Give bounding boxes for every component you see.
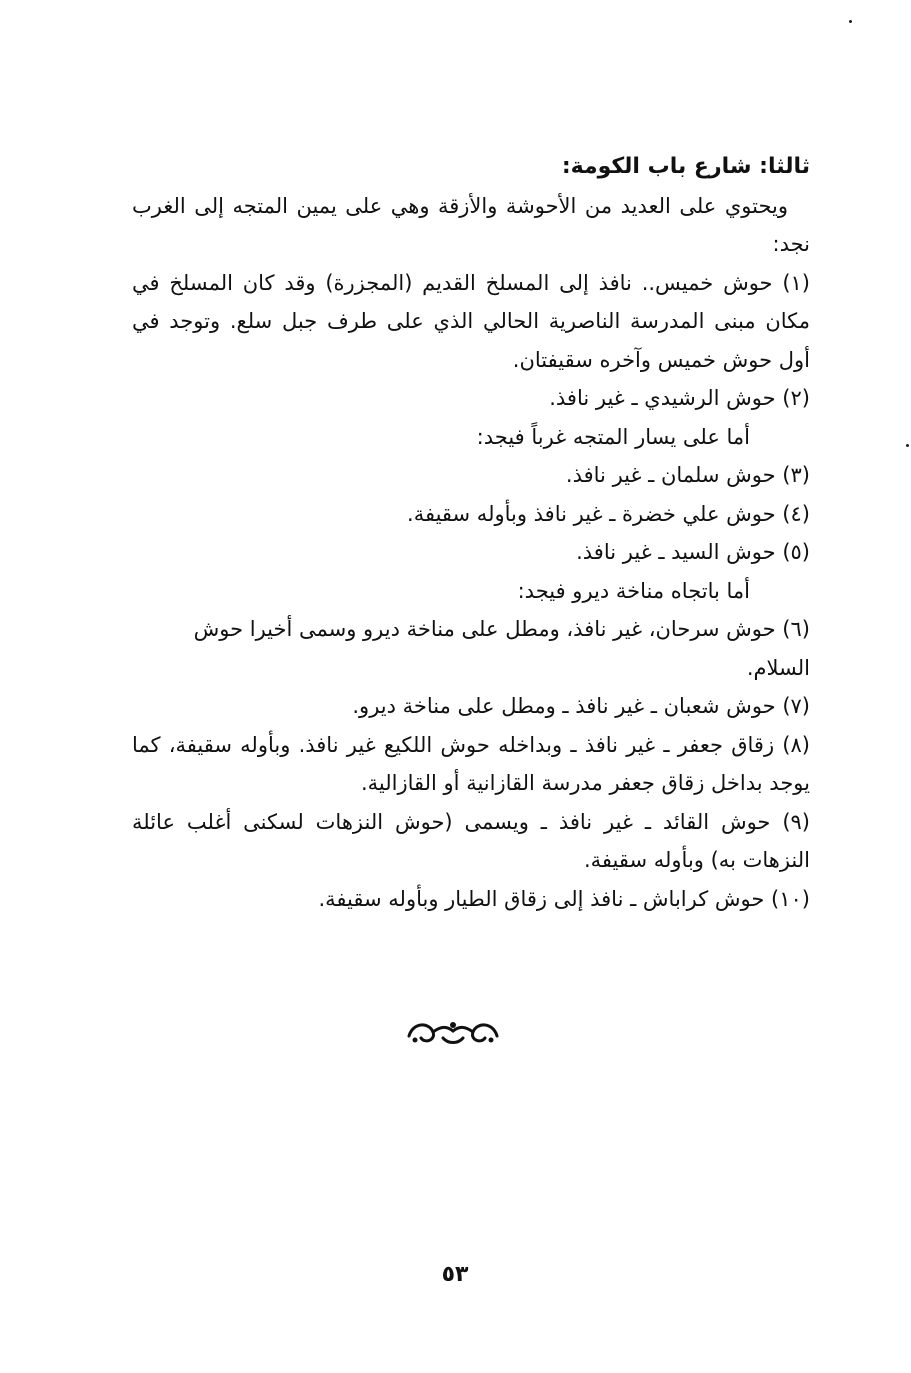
list-item-7: (٧) حوش شعبان ـ غير نافذ ـ ومطل على مناخة ديرو. [352, 694, 810, 718]
section-heading: ثالثا: شارع باب الكومة: [561, 154, 810, 179]
page-body [132, 148, 810, 918]
scan-speck [849, 20, 852, 23]
list-item-6: (٦) حوش سرحان، غير نافذ، ومطل على مناخة ديرو وسمى أخيرا حوش السلام. [193, 617, 810, 680]
list-item-9: (٩) حوش القائد ـ غير نافذ ـ ويسمى (حوش النزهات لسكنى أغلب عائلة النزهات به) وبأوله سقيفة. [132, 809, 810, 872]
list-item-8: (٨) زقاق جعفر ـ غير نافذ ـ وبداخله حوش اللكيع غير نافذ. وبأوله سقيفة، كما يوجد بداخل زقاق جعفر مدرسة القازانية أو القازالية. [132, 732, 810, 795]
list-item-2: (٢) حوش الرشيدي ـ غير نافذ. [549, 386, 810, 410]
subheading-diro: أما باتجاه مناخة ديرو فيجد: [517, 578, 750, 603]
list-item-4: (٤) حوش علي خضرة ـ غير نافذ وبأوله سقيفة. [407, 501, 810, 526]
intro-paragraph: ويحتوي على العديد من الأحوشة والأزقة وهي على يمين المتجه إلى الغرب نجد: [132, 193, 810, 256]
list-item-10: (١٠) حوش كراباش ـ نافذ إلى زقاق الطيار وبأوله سقيفة. [318, 886, 810, 911]
subheading-left-side: أما على يسار المتجه غرباً فيجد: [476, 424, 750, 449]
list-item-1: (١) حوش خميس.. نافذ إلى المسلخ القديم (المجزرة) وقد كان المسلخ في مكان مبنى المدرسة الناصرية الحالي الذي على طرف جبل سلع. وتوجد في أول حوش خميس وآخره سقيفتان. [132, 270, 810, 372]
list-item-5: (٥) حوش السيد ـ غير نافذ. [576, 540, 810, 564]
list-item-3: (٣) حوش سلمان ـ غير نافذ. [565, 463, 810, 487]
floral-ornament-icon [403, 1014, 503, 1048]
page-number: ٥٣ [441, 1262, 469, 1287]
scan-speck [906, 444, 909, 447]
